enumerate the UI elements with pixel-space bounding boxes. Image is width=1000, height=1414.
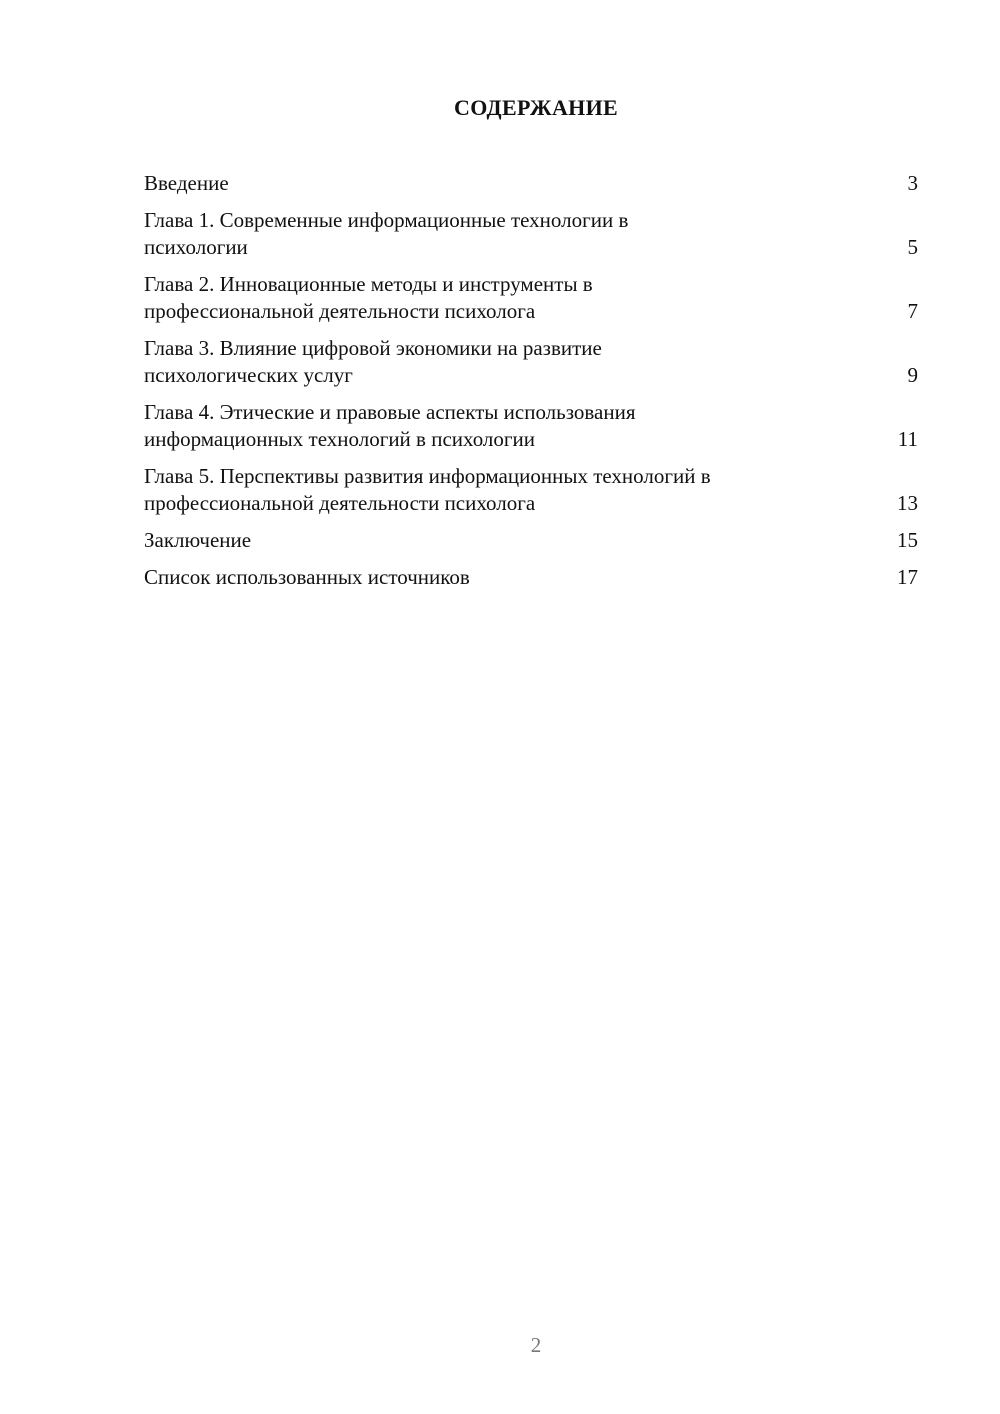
toc-entry-page: 5 [907,235,918,259]
toc-entry-page: 11 [897,427,918,451]
toc-entry-text [144,564,470,591]
page-number: 2 [530,1333,542,1357]
toc-entry-text [144,335,602,389]
toc-entry-text [144,170,229,197]
toc-entry-text [144,463,711,517]
toc-entry-page: 7 [907,299,918,323]
toc-entry-introduction[interactable] [144,170,918,197]
toc-entry-line: Глава 5. Перспективы развития информационных технологий в [144,464,711,488]
toc-entry-text [144,271,593,325]
page-title: СОДЕРЖАНИЕ [454,95,618,120]
toc-entry-line: Глава 4. Этические и правовые аспекты использования [144,400,636,424]
toc-entry-line: профессиональной деятельности психолога [144,299,536,323]
toc-entry-line: Список использованных источников [144,565,470,589]
toc-entry-text [144,527,251,554]
toc-entry-line: Заключение [144,528,252,552]
toc-entry-page: 17 [897,565,918,589]
toc-entry-chapter-4[interactable] [144,399,918,453]
toc-entry-chapter-2[interactable] [144,271,918,325]
toc-entry-line: Введение [144,171,229,195]
toc-entry-chapter-5[interactable] [144,463,918,517]
toc-entry-references[interactable] [144,564,918,591]
toc-entry-page: 9 [907,363,918,387]
toc-entry-line: информационных технологий в психологии [144,427,536,451]
toc-entry-page: 15 [897,528,918,552]
toc-entry-line: Глава 1. Современные информационные технологии в [144,208,629,232]
toc-entry-page: 13 [897,491,918,515]
toc-entry-chapter-3[interactable] [144,335,918,389]
toc-entry-line: Глава 3. Влияние цифровой экономики на развитие [144,336,602,360]
toc-entry-text [144,207,628,261]
toc-entry-line: психологических услуг [144,363,353,387]
toc-entry-line: профессиональной деятельности психолога [144,491,536,515]
toc-entry-page: 3 [907,171,918,195]
toc-entry-chapter-1[interactable] [144,207,918,261]
toc-entry-conclusion[interactable] [144,527,918,554]
toc-entry-line: психологии [144,235,248,259]
toc-entry-line: Глава 2. Инновационные методы и инструменты в [144,272,593,296]
toc-entry-text [144,399,636,453]
table-of-contents [144,170,918,601]
